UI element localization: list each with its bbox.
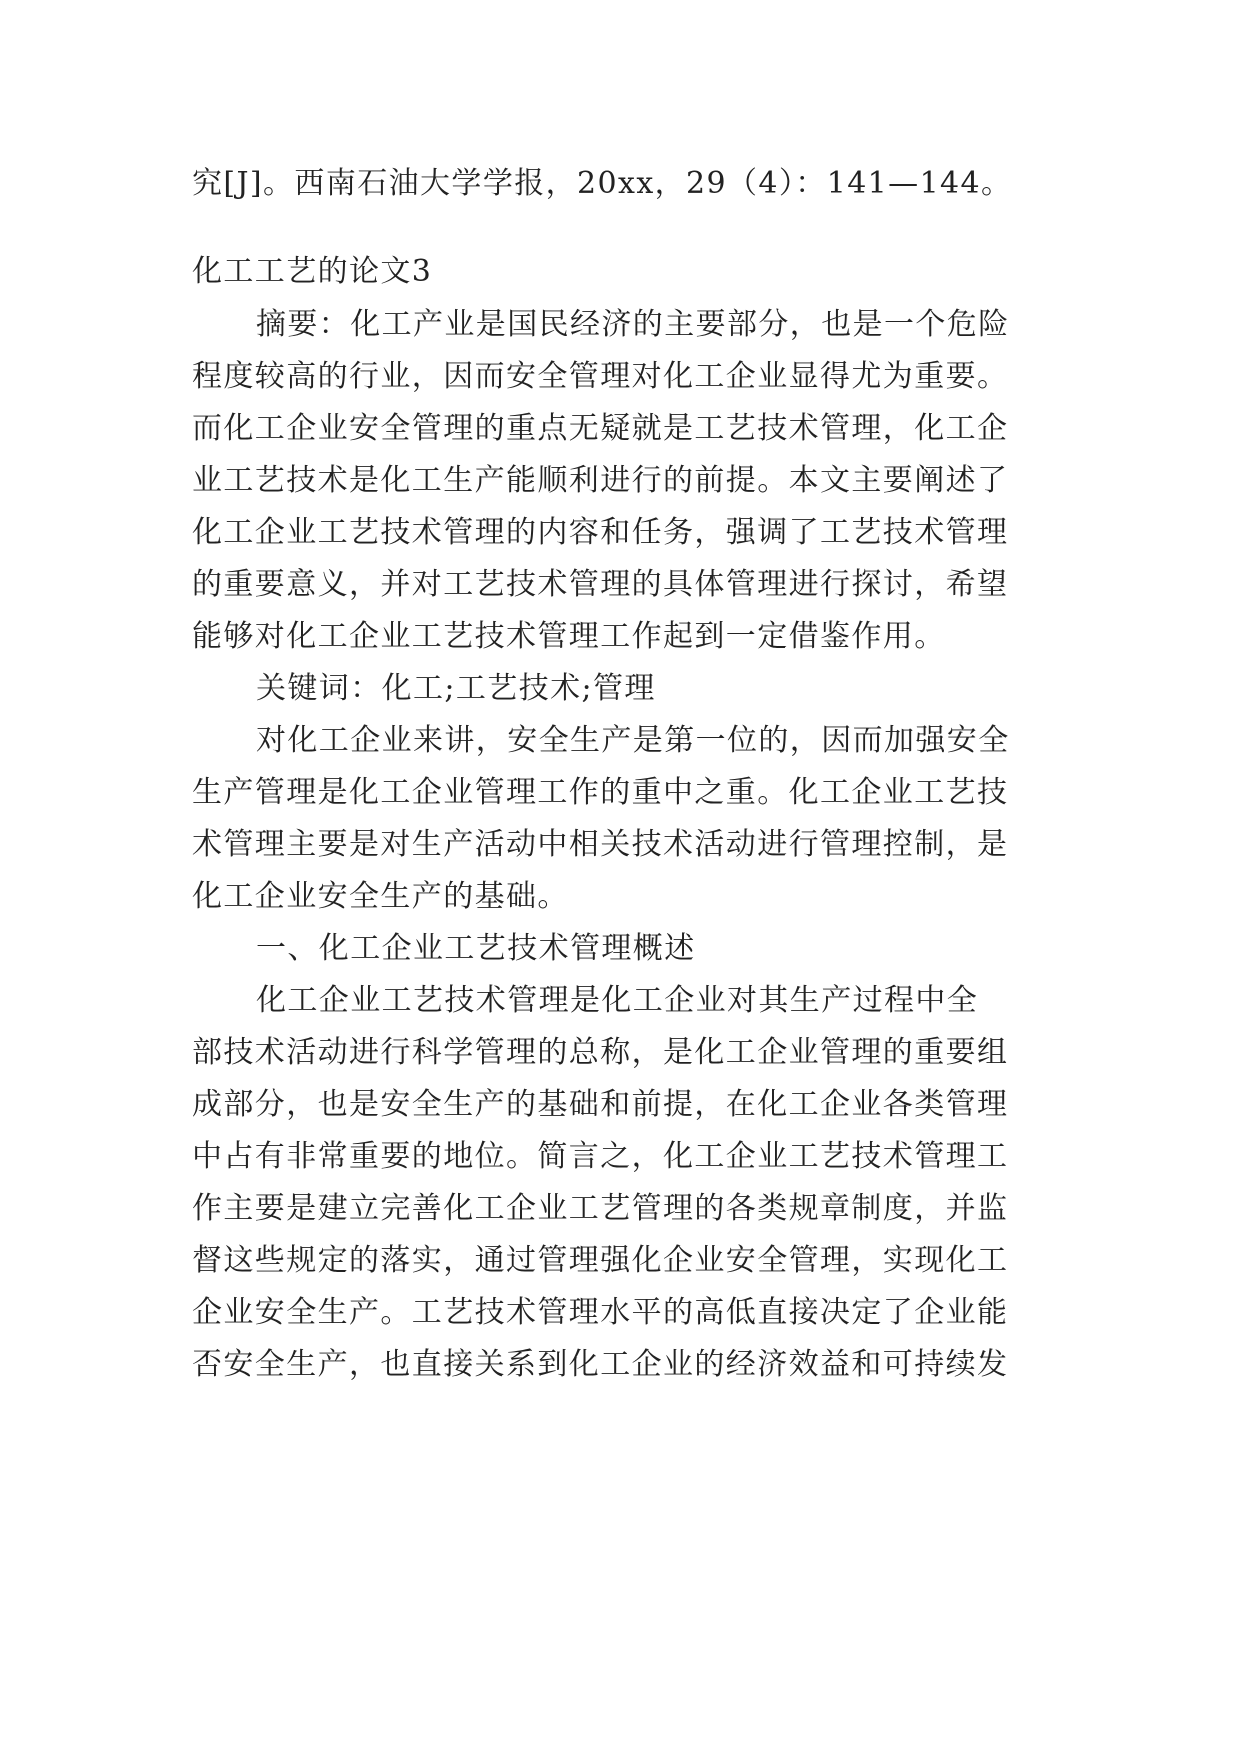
paragraph-line: 术管理主要是对生产活动中相关技术活动进行管理控制，是 xyxy=(192,827,1009,862)
paragraph-line: 督这些规定的落实，通过管理强化企业安全管理，实现化工 xyxy=(192,1243,1009,1278)
paragraph-line: 成部分，也是安全生产的基础和前提，在化工企业各类管理 xyxy=(192,1087,1009,1122)
reference-line: 究[J]。西南石油大学学报，20xx，29（4）：141—144。 xyxy=(192,166,1013,201)
paragraph-line: 作主要是建立完善化工企业工艺管理的各类规章制度，并监 xyxy=(192,1191,1009,1226)
paragraph-line: 生产管理是化工企业管理工作的重中之重。化工企业工艺技 xyxy=(192,775,1009,810)
abstract-line: 业工艺技术是化工生产能顺利进行的前提。本文主要阐述了 xyxy=(192,463,1009,498)
abstract-line: 的重要意义，并对工艺技术管理的具体管理进行探讨，希望 xyxy=(192,567,1009,602)
paragraph-line: 企业安全生产。工艺技术管理水平的高低直接决定了企业能 xyxy=(192,1295,1009,1330)
paragraph-line: 否安全生产，也直接关系到化工企业的经济效益和可持续发 xyxy=(192,1347,1009,1382)
abstract-line: 而化工企业安全管理的重点无疑就是工艺技术管理，化工企 xyxy=(192,411,1009,446)
abstract-line: 化工企业工艺技术管理的内容和任务，强调了工艺技术管理 xyxy=(192,515,1009,550)
abstract-line: 摘要：化工产业是国民经济的主要部分，也是一个危险 xyxy=(256,307,1010,342)
section-title: 化工工艺的论文3 xyxy=(192,254,433,289)
abstract-line: 能够对化工企业工艺技术管理工作起到一定借鉴作用。 xyxy=(192,619,946,654)
keywords-line: 关键词：化工;工艺技术;管理 xyxy=(256,671,656,706)
paragraph-line: 化工企业工艺技术管理是化工企业对其生产过程中全 xyxy=(256,983,979,1018)
paragraph-line: 化工企业安全生产的基础。 xyxy=(192,879,569,914)
paragraph-line: 中占有非常重要的地位。简言之，化工企业工艺技术管理工 xyxy=(192,1139,1009,1174)
paragraph-line: 对化工企业来讲，安全生产是第一位的，因而加强安全 xyxy=(256,723,1010,758)
abstract-line: 程度较高的行业，因而安全管理对化工企业显得尤为重要。 xyxy=(192,359,1009,394)
paragraph-line: 部技术活动进行科学管理的总称，是化工企业管理的重要组 xyxy=(192,1035,1009,1070)
heading-line: 一、化工企业工艺技术管理概述 xyxy=(256,931,696,966)
